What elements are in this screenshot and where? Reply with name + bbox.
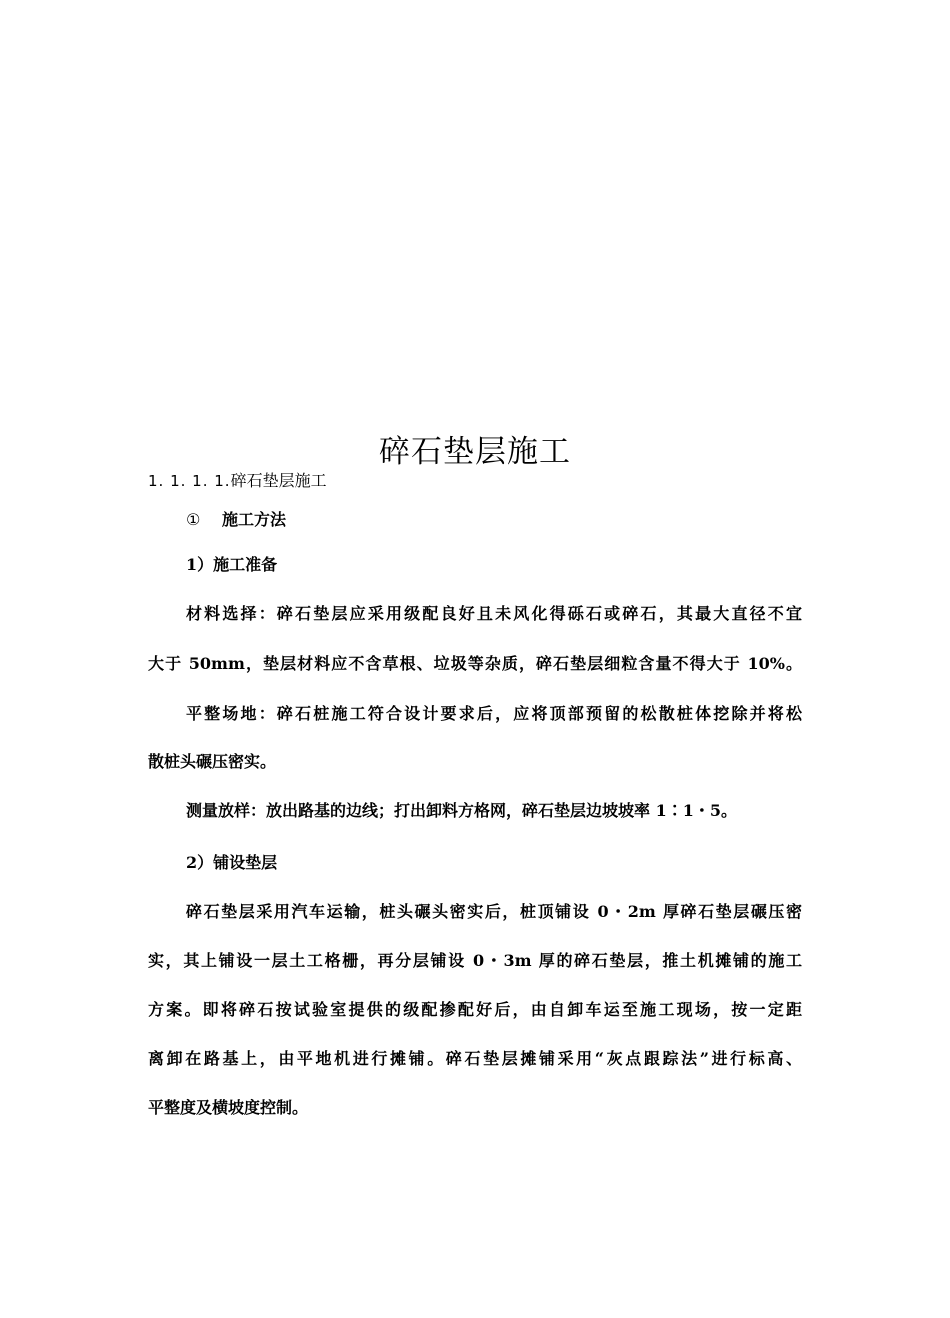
section-heading [148,470,327,492]
paragraph-site-line-2: 散桩头碾压密实。 [148,752,277,771]
method-heading-text: 施工方法 [222,510,287,529]
paragraph-laying-line-2: 实，其上铺设一层土工格栅，再分层铺设 0・3m 厚的碎石垫层，推土机摊铺的施工 [148,951,802,970]
section-number: 1. 1. 1. 1. [148,472,231,490]
paragraph-material-line-1: 材料选择：碎石垫层应采用级配良好且未风化得砾石或碎石，其最大直径不宜 [186,604,802,623]
method-heading [186,509,286,531]
paragraph-laying-line-3: 方案。即将碎石按试验室提供的级配掺配好后，由自卸车运至施工现场，按一定距 [148,1000,802,1019]
paragraph-laying-line-1: 碎石垫层采用汽车运输，桩头碾头密实后，桩顶铺设 0・2m 厚碎石垫层碾压密 [186,902,802,921]
section-title: 碎石垫层施工 [230,471,327,490]
paragraph-laying-line-5: 平整度及横坡度控制。 [148,1098,309,1117]
paragraph-survey-line-1: 测量放样：放出路基的边线；打出卸料方格网，碎石垫层边坡坡率 1∶1・5。 [186,801,737,820]
circled-one-marker: ① [186,510,201,529]
subheading-preparation: 1）施工准备 [186,555,278,574]
paragraph-site-line-1: 平整场地：碎石桩施工符合设计要求后，应将顶部预留的松散桩体挖除并将松 [186,704,802,723]
paragraph-material-line-2: 大于 50mm，垫层材料应不含草根、垃圾等杂质，碎石垫层细粒含量不得大于 10%。 [148,654,802,673]
paragraph-laying-line-4: 离卸在路基上，由平地机进行摊铺。碎石垫层摊铺采用“灰点跟踪法”进行标高、 [148,1049,802,1068]
subheading-laying: 2）铺设垫层 [186,853,278,872]
page-title: 碎石垫层施工 [379,434,571,470]
